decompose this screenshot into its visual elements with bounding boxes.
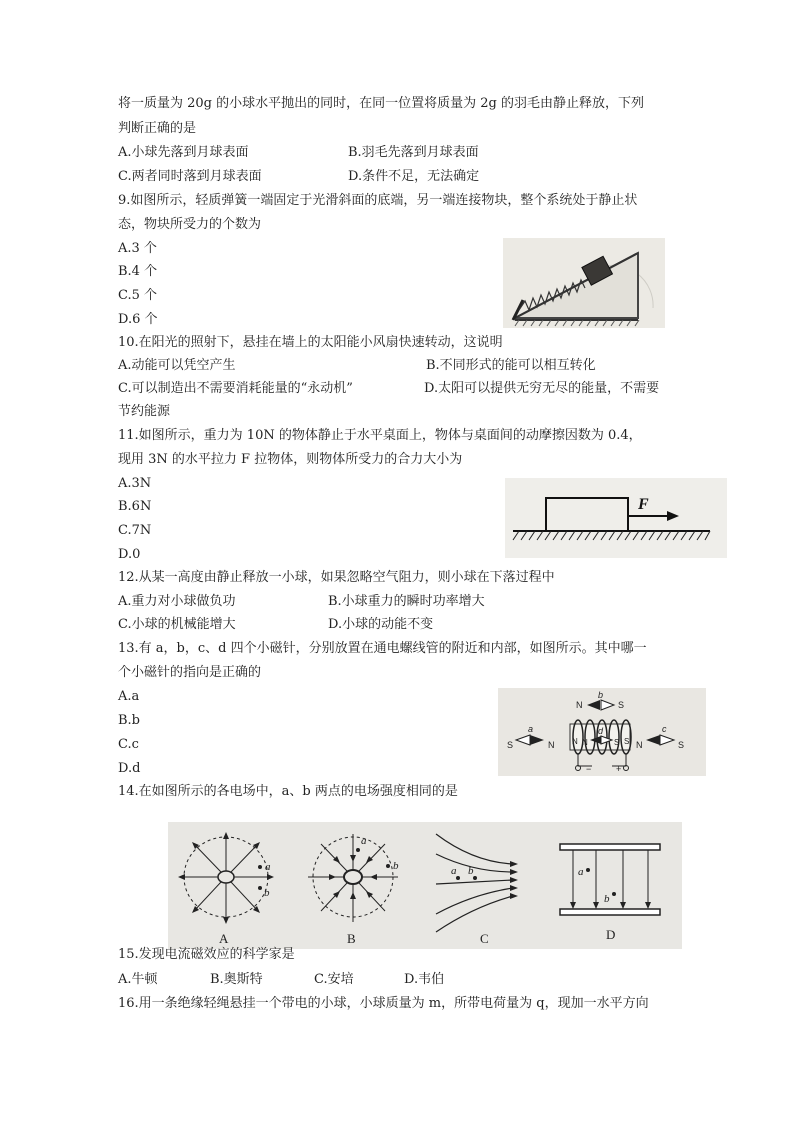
q9-stem-line2: 态，物块所受力的个数为 — [118, 217, 262, 232]
label-d-n: N — [582, 738, 588, 747]
solenoid-compass-figure — [498, 688, 706, 776]
block-force-figure — [505, 478, 727, 558]
q10-stem: 10.在阳光的照射下，悬挂在墙上的太阳能小风扇快速转动，这说明 — [118, 335, 503, 350]
d-point-label-b: b — [604, 893, 610, 905]
b-point-label-b: b — [393, 860, 399, 872]
q10-option-c: C.可以制造出不需要消耗能量的“永动机” — [118, 381, 353, 396]
panel-label-c: C — [480, 931, 489, 946]
q9-option-a: A.3 个 — [118, 241, 157, 256]
label-c: c — [662, 724, 667, 734]
label-d-s: S — [614, 738, 620, 747]
label-c-s: S — [678, 740, 685, 750]
label-a-s: S — [507, 740, 514, 750]
q9-stem-line1: 9.如图所示，轻质弹簧一端固定于光滑斜面的底端，另一端连接物块，整个系统处于静止状 — [118, 193, 638, 208]
q13-option-c: C.c — [118, 737, 139, 752]
q15-option-c: C.安培 — [314, 972, 354, 987]
q16-stem: 16.用一条绝缘轻绳悬挂一个带电的小球，小球质量为 m，所带电荷量为 q，现加一水平方向 — [118, 996, 649, 1011]
q8-stem-line1: 将一质量为 20g 的小球水平抛出的同时，在同一位置将质量为 2g 的羽毛由静止释放，下列 — [118, 96, 644, 111]
q10-option-d-line2: 节约能源 — [118, 404, 171, 419]
panel-label-d: D — [606, 927, 616, 942]
terminal-plus: + — [616, 764, 622, 774]
q11-option-c: C.7N — [118, 523, 152, 538]
q13-option-d: D.d — [118, 761, 141, 776]
q9-option-b: B.4 个 — [118, 264, 158, 279]
incline-spring-figure — [503, 238, 665, 328]
q15-option-d: D.韦伯 — [404, 972, 445, 987]
q12-option-d: D.小球的动能不变 — [328, 617, 434, 632]
terminal-minus: − — [586, 764, 592, 774]
q13-option-a: A.a — [118, 689, 140, 704]
q15-option-a: A.牛顿 — [118, 972, 158, 987]
q11-option-d: D.0 — [118, 547, 141, 562]
q13-stem-line2: 个小磁针的指向是正确的 — [118, 665, 262, 680]
q8-option-b: B.羽毛先落到月球表面 — [348, 145, 479, 160]
q12-option-b: B.小球重力的瞬时功率增大 — [328, 594, 485, 609]
solenoid-n: N — [572, 737, 578, 746]
label-a-n: N — [548, 740, 555, 750]
force-label-F: F — [638, 496, 649, 513]
q15-option-b: B.奥斯特 — [210, 972, 263, 987]
q13-option-b: B.b — [118, 713, 141, 728]
q9-option-d: D.6 个 — [118, 312, 158, 327]
q8-option-a: A.小球先落到月球表面 — [118, 145, 249, 160]
q10-option-b: B.不同形式的能可以相互转化 — [426, 358, 596, 373]
q11-option-b: B.6N — [118, 499, 152, 514]
q10-option-d-line1: D.太阳可以提供无穷无尽的能量，不需要 — [424, 381, 660, 396]
q13-stem-line1: 13.有 a，b，c、d 四个小磁针，分别放置在通电螺线管的附近和内部，如图所示。其中哪一 — [118, 641, 647, 656]
label-c-n: N — [636, 740, 643, 750]
panel-label-b: B — [347, 931, 356, 946]
q12-option-a: A.重力对小球做负功 — [118, 594, 236, 609]
q12-option-c: C.小球的机械能增大 — [118, 617, 236, 632]
a-point-label-b: b — [264, 887, 270, 899]
panel-label-a: A — [219, 931, 229, 946]
q9-option-c: C.5 个 — [118, 288, 158, 303]
q8-stem-line2: 判断正确的是 — [118, 121, 197, 136]
label-b-s: S — [618, 700, 625, 710]
b-point-label-a: a — [361, 835, 367, 847]
q14-stem: 14.在如图所示的各电场中，a、b 两点的电场强度相同的是 — [118, 784, 458, 799]
label-b: b — [598, 690, 604, 700]
label-d: d — [598, 726, 604, 736]
q8-option-c: C.两者同时落到月球表面 — [118, 169, 262, 184]
q15-stem: 15.发现电流磁效应的科学家是 — [118, 947, 295, 962]
label-a: a — [528, 724, 534, 734]
q11-stem-line1: 11.如图所示，重力为 10N 的物体静止于水平桌面上，物体与桌面间的动摩擦因数为 0.4， — [118, 428, 642, 443]
q12-stem: 12.从某一高度由静止释放一小球，如果忽略空气阻力，则小球在下落过程中 — [118, 570, 555, 585]
q11-option-a: A.3N — [118, 476, 152, 491]
label-b-n: N — [576, 700, 583, 710]
q8-option-d: D.条件不足，无法确定 — [348, 169, 480, 184]
c-point-label-b: b — [468, 865, 474, 877]
c-point-label-a: a — [451, 865, 457, 877]
electric-fields-figure — [168, 822, 682, 949]
solenoid-s: S — [624, 737, 630, 746]
q10-option-a: A.动能可以凭空产生 — [118, 358, 236, 373]
q11-stem-line2: 现用 3N 的水平拉力 F 拉物体，则物体所受力的合力大小为 — [118, 452, 463, 467]
d-point-label-a: a — [578, 866, 584, 878]
a-point-label-a: a — [265, 861, 271, 873]
